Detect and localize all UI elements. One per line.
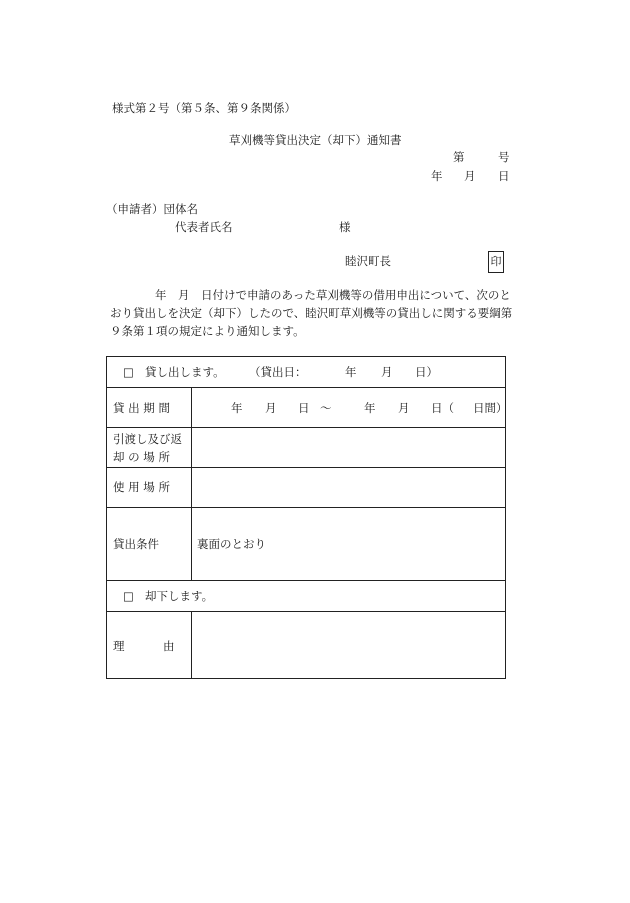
period-label: 貸 出 期 間 [113,401,170,415]
use-place-label: 使 用 場 所 [113,480,170,494]
date-year: 年 [431,169,443,183]
applicant-rep-label: 代表者氏名 [175,220,233,234]
doc-number-prefix: 第 [453,150,465,164]
body-line-3: ９条第１項の規定により通知します。 [110,324,305,338]
period-days: 日間） [473,401,508,415]
table-rule [107,467,505,468]
period-tilde: ～ [320,401,332,415]
table-rule [107,580,505,581]
period-start-year: 年 [231,401,243,415]
period-end-day: 日（ [431,401,454,415]
table-rule [107,427,505,428]
applicant-honorific: 様 [339,220,351,234]
table-column-divider [191,611,192,679]
period-end-year: 年 [364,401,376,415]
date-day: 日 [498,169,510,183]
handover-place-label-2: 却 の 場 所 [113,450,170,464]
reject-label: 却下します。 [145,589,214,603]
table-rule [107,387,505,388]
seal-mark: 印 [488,251,504,273]
reason-label-2: 由 [163,639,175,653]
conditions-label: 貸出条件 [113,537,159,551]
table-rule [107,611,505,612]
table-column-divider [191,387,192,580]
period-end-month: 月 [398,401,410,415]
doc-number-suffix: 号 [498,150,510,164]
conditions-value: 裏面のとおり [197,537,266,551]
lending-table [106,356,506,679]
lend-date-month: 月 [381,365,393,379]
period-start-month: 月 [265,401,277,415]
body-line-2: おり貸出しを決定（却下）したので、睦沢町草刈機等の貸出しに関する要綱第 [110,306,513,320]
form-number: 様式第２号（第５条、第９条関係） [112,101,296,115]
lend-label: 貸し出します。 [145,365,225,379]
reject-checkbox[interactable]: □ [123,589,134,603]
lend-checkbox[interactable]: □ [123,365,134,379]
body-line-1: 年 月 日付けで申請のあった草刈機等の借用申出について、次のと [155,288,511,302]
lend-date-year: 年 [345,365,357,379]
date-month: 月 [464,169,476,183]
issuer-title: 睦沢町長 [345,254,391,268]
document-title: 草刈機等貸出決定（却下）通知書 [229,133,402,147]
table-rule [107,507,505,508]
lend-date-day: 日） [415,365,438,379]
applicant-org-label: （申請者）団体名 [106,202,198,216]
reason-label-1: 理 [113,639,125,653]
period-start-day: 日 [298,401,310,415]
handover-place-label-1: 引渡し及び返 [113,432,182,446]
lend-date-label: （貸出日： [249,365,307,379]
